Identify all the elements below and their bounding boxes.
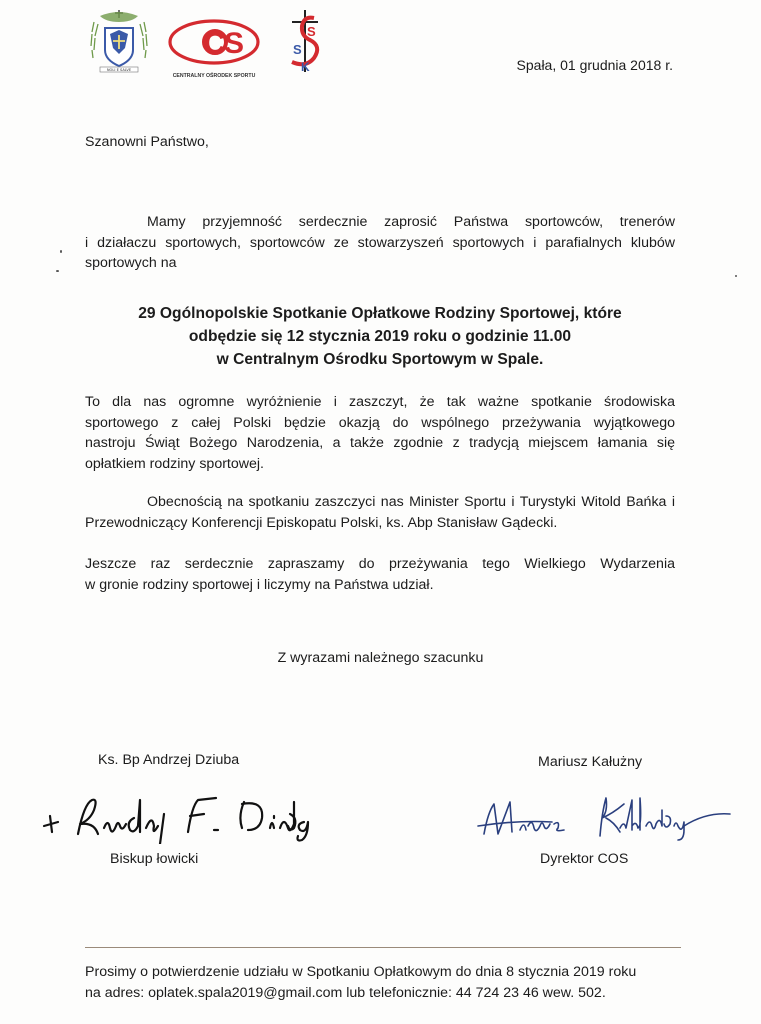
paragraph-invitation-again	[85, 554, 675, 595]
guests-line-2: Przewodniczący Konferencji Episkopatu Polski, ks. Abp Stanisław Gądecki.	[85, 514, 558, 531]
closing-phrase: Z wyrazami należnego szacunku	[277, 650, 484, 666]
svg-text:S: S	[293, 42, 302, 57]
signatory-right-name: Mariusz Kałużny	[538, 754, 643, 770]
honor-line-3: nastroju Świąt Bożego Narodzenia, a także zgodnie z tradycją miejscem łamania się	[85, 435, 675, 451]
signatory-left-name: Ks. Bp Andrzej Dziuba	[98, 752, 240, 768]
honor-line-1: To dla nas ogromne wyróżnienie i zaszczyt, że tak ważne spotkanie środowiska	[85, 394, 675, 410]
crest-motto: NOLI E SALVE	[106, 68, 132, 72]
cos-logo-caption: CENTRALNY OŚRODEK SPORTU	[172, 73, 256, 79]
header-logos	[88, 8, 348, 78]
sports-club-logo	[284, 8, 326, 78]
again-line-1: Jeszcze raz serdecznie zapraszamy do przeżywania tego Wielkiego Wydarzenia	[85, 556, 675, 572]
footer-divider	[85, 947, 681, 948]
svg-text:S: S	[223, 27, 245, 60]
honor-line-2: sportowego z całej Polski będzie okazją do wspólnego przeżywania wyjątkowego	[85, 414, 675, 431]
scan-speck	[56, 270, 59, 272]
footer-line-1: Prosimy o potwierdzenie udziału w Spotkaniu Opłatkowym do dnia 8 stycznia 2019 roku	[85, 964, 637, 980]
salutation: Szanowni Państwo,	[85, 134, 209, 150]
signatory-left-title: Biskup łowicki	[110, 851, 199, 867]
paragraph-guests	[85, 492, 675, 533]
intro-line-3: sportowych na	[85, 255, 177, 271]
footer-note	[85, 962, 685, 1003]
intro-line-2: i działaczu sportowych, sportowców ze stowarzyszeń sportowych i parafialnych klubów	[85, 234, 675, 251]
invitation-line-2: odbędzie się 12 stycznia 2019 roku o godzinie 11.00	[188, 328, 572, 345]
cos-logo	[168, 18, 260, 80]
invitation-line-3: w Centralnym Ośrodku Sportowym w Spale.	[216, 351, 544, 368]
signature-right-handwritten	[470, 786, 740, 844]
intro-line-1: Mamy przyjemność serdecznie zaprosić Państwa sportowców, trenerów	[147, 214, 675, 230]
signature-left-handwritten	[38, 788, 338, 844]
invitation-block	[85, 302, 675, 371]
bishop-crest-logo	[88, 8, 150, 74]
svg-text:S: S	[307, 24, 316, 39]
intro-paragraph	[85, 212, 675, 274]
svg-text:K: K	[301, 60, 310, 74]
svg-text:C: C	[203, 27, 225, 60]
signatory-right-title: Dyrektor COS	[540, 851, 629, 867]
invitation-line-1: 29 Ogólnopolskie Spotkanie Opłatkowe Rodziny Sportowej, które	[138, 305, 622, 322]
guests-line-1: Obecnością na spotkaniu zaszczyci nas Minister Sportu i Turystyki Witold Bańka i	[147, 494, 675, 510]
footer-line-2: na adres: oplatek.spala2019@gmail.com lub telefonicznie: 44 724 23 46 wew. 502.	[85, 984, 606, 1001]
paragraph-honor	[85, 392, 675, 474]
letter-date: Spała, 01 grudnia 2018 r.	[516, 57, 673, 73]
honor-line-4: opłatkiem rodziny sportowej.	[85, 455, 264, 472]
again-line-2: w gronie rodziny sportowej i liczymy na Państwa udział.	[85, 576, 434, 593]
scan-speck	[60, 250, 62, 253]
scan-speck	[735, 275, 737, 277]
